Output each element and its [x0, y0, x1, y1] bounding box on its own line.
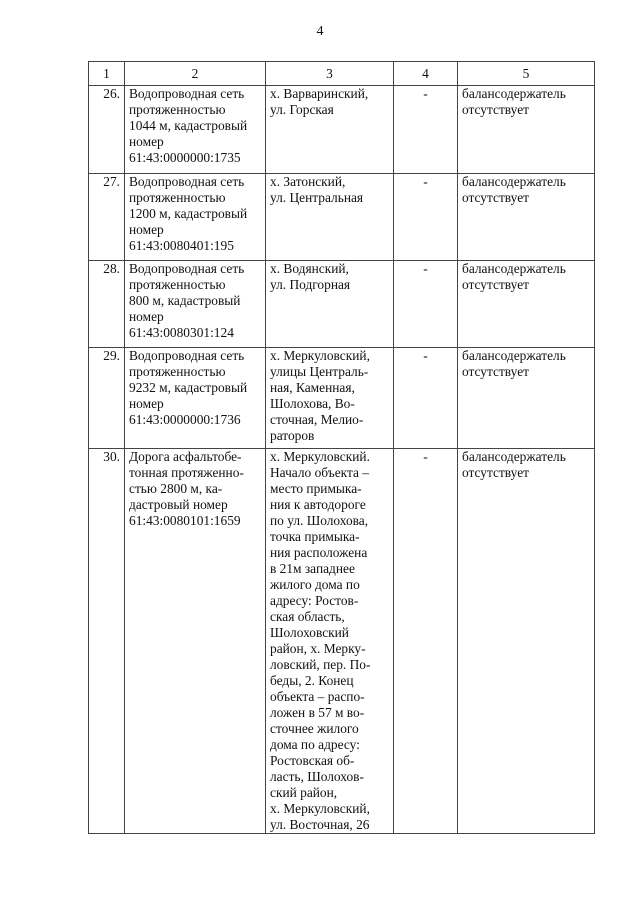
column-4-cell: - [394, 86, 458, 174]
cell-line: х. Меркуловский, [270, 801, 370, 816]
cell-line: ласть, Шолохов- [270, 769, 364, 784]
cell-line: объекта – распо- [270, 689, 365, 704]
cell-line: ская область, [270, 609, 345, 624]
cell-line: дома по адресу: [270, 737, 360, 752]
cell-line: балансодержатель [462, 261, 566, 276]
column-4-cell: - [394, 261, 458, 348]
cell-line: 61:43:0000000:1735 [129, 150, 241, 165]
table-row [89, 174, 595, 261]
cell-line: х. Водянский, [270, 261, 349, 276]
cell-line: дастровый номер [129, 497, 228, 512]
cell-line: раторов [270, 428, 315, 443]
table-header-row [89, 62, 595, 86]
cell-line: 61:43:0080301:124 [129, 325, 234, 340]
cell-line: ния к автодороге [270, 497, 366, 512]
cell-line: протяженностью [129, 190, 226, 205]
cell-line: сточнее жилого [270, 721, 359, 736]
cell-line: тонная протяженно- [129, 465, 244, 480]
cell-line: Водопроводная сеть [129, 261, 245, 276]
address-cell [266, 86, 394, 174]
cell-line: х. Меркуловский, [270, 348, 370, 363]
cell-line: Шолохова, Во- [270, 396, 355, 411]
address-cell [266, 449, 394, 834]
column-4-cell: - [394, 449, 458, 834]
object-name-cell [125, 449, 266, 834]
table-row [89, 261, 595, 348]
cell-line: х. Меркуловский. [270, 449, 370, 464]
address-cell [266, 261, 394, 348]
cell-line: место примыка- [270, 481, 362, 496]
cell-line: сточная, Мелио- [270, 412, 364, 427]
cell-line: 61:43:0080401:195 [129, 238, 234, 253]
cell-line: 800 м, кадастровый [129, 293, 241, 308]
table-body [89, 86, 595, 834]
holder-cell [458, 86, 595, 174]
object-name-cell [125, 261, 266, 348]
cell-line: балансодержатель [462, 86, 566, 101]
row-number-cell: 27. [89, 174, 125, 261]
cell-line: отсутствует [462, 277, 529, 292]
cell-line: 1200 м, кадастровый [129, 206, 248, 221]
cell-line: ул. Центральная [270, 190, 364, 205]
registry-table [88, 61, 595, 834]
cell-line: Водопроводная сеть [129, 174, 245, 189]
column-header-5: 5 [458, 62, 595, 86]
cell-line: беды, 2. Конец [270, 673, 354, 688]
row-number-cell: 30. [89, 449, 125, 834]
holder-cell [458, 449, 595, 834]
cell-line: номер [129, 309, 164, 324]
cell-line: в 21м западнее [270, 561, 355, 576]
cell-line: протяженностью [129, 102, 226, 117]
address-cell [266, 348, 394, 449]
page-number: 4 [316, 24, 324, 39]
cell-line: х. Варваринский, [270, 86, 369, 101]
table-row [89, 348, 595, 449]
cell-line: точка примыка- [270, 529, 360, 544]
cell-line: ложен в 57 м во- [270, 705, 365, 720]
cell-line: Водопроводная сеть [129, 86, 245, 101]
cell-line: ул. Подгорная [270, 277, 351, 292]
cell-line: ул. Горская [270, 102, 334, 117]
table-row [89, 449, 595, 834]
row-number-cell: 28. [89, 261, 125, 348]
cell-line: ловский, пер. По- [270, 657, 371, 672]
cell-line: Водопроводная сеть [129, 348, 245, 363]
column-4-cell: - [394, 174, 458, 261]
cell-line: балансодержатель [462, 174, 566, 189]
object-name-cell [125, 348, 266, 449]
cell-line: по ул. Шолохова, [270, 513, 369, 528]
cell-line: ная, Каменная, [270, 380, 355, 395]
column-header-1: 1 [89, 62, 125, 86]
holder-cell [458, 348, 595, 449]
column-header-2: 2 [125, 62, 266, 86]
cell-line: Шолоховский [270, 625, 349, 640]
holder-cell [458, 174, 595, 261]
address-cell [266, 174, 394, 261]
cell-line: отсутствует [462, 364, 529, 379]
cell-line: ния расположена [270, 545, 368, 560]
cell-line: стью 2800 м, ка- [129, 481, 223, 496]
cell-line: 61:43:0080101:1659 [129, 513, 241, 528]
cell-line: 9232 м, кадастровый [129, 380, 248, 395]
cell-line: номер [129, 396, 164, 411]
cell-line: адресу: Ростов- [270, 593, 359, 608]
column-header-4: 4 [394, 62, 458, 86]
cell-line: отсутствует [462, 102, 529, 117]
cell-line: х. Затонский, [270, 174, 346, 189]
cell-line: отсутствует [462, 190, 529, 205]
cell-line: ский район, [270, 785, 338, 800]
cell-line: протяженностью [129, 364, 226, 379]
holder-cell [458, 261, 595, 348]
cell-line: балансодержатель [462, 449, 566, 464]
cell-line: район, х. Мерку- [270, 641, 366, 656]
cell-line: номер [129, 134, 164, 149]
cell-line: улицы Централь- [270, 364, 369, 379]
cell-line: жилого дома по [270, 577, 360, 592]
column-header-3: 3 [266, 62, 394, 86]
cell-line: 61:43:0000000:1736 [129, 412, 241, 427]
cell-line: протяженностью [129, 277, 226, 292]
row-number-cell: 29. [89, 348, 125, 449]
object-name-cell [125, 174, 266, 261]
cell-line: ул. Восточная, 26 [270, 817, 370, 832]
table-row [89, 86, 595, 174]
object-name-cell [125, 86, 266, 174]
cell-line: отсутствует [462, 465, 529, 480]
column-4-cell: - [394, 348, 458, 449]
cell-line: 1044 м, кадастровый [129, 118, 248, 133]
cell-line: Начало объекта – [270, 465, 369, 480]
cell-line: Дорога асфальтобе- [129, 449, 242, 464]
cell-line: номер [129, 222, 164, 237]
cell-line: балансодержатель [462, 348, 566, 363]
cell-line: Ростовская об- [270, 753, 355, 768]
row-number-cell: 26. [89, 86, 125, 174]
